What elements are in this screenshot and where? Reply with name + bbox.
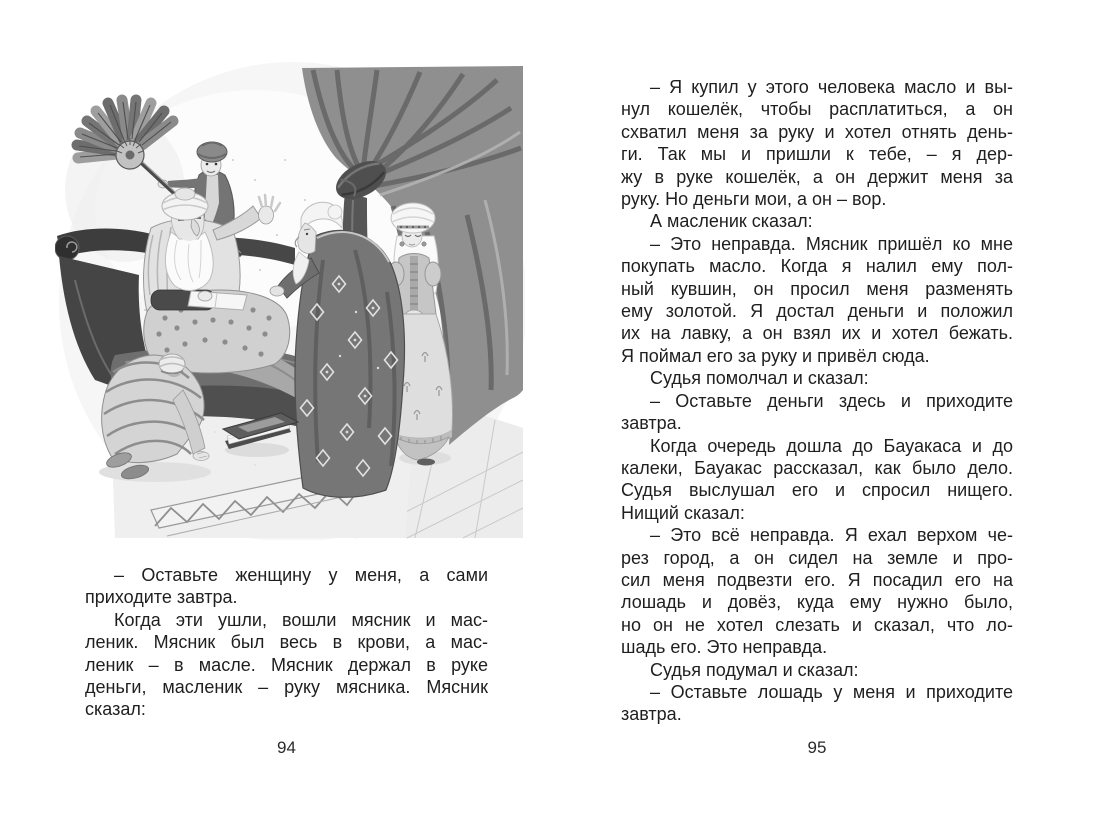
page-number-left: 94 [277,738,296,757]
text-line: Судья выслушал его и спросил нищего. [621,480,1013,501]
text-line: приходите завтра. [85,587,238,608]
text-line: рез город, а он сидел на земле и про- [621,547,1013,568]
text-line: Когда эти ушли, вошли мясник и мас- [114,609,488,630]
text-line: Нищий сказал: [621,502,745,523]
text-line: леник. Мясник был весь в крови, а мас- [85,632,488,653]
text-line: сказал: [85,699,146,720]
story-illustration [55,60,525,540]
text-line: но он не хотел слезать и сказал, что ло- [621,614,1013,635]
text-line: ный кувшин, он просил меня разменять [621,278,1013,299]
text-line: Судья помолчал и сказал: [650,368,869,389]
text-line: ги. Так мы и пришли к тебе, – я дер- [621,144,1013,165]
text-line: – Оставьте деньги здесь и приходите [650,390,1013,411]
text-line: руку. Но деньги мои, а он – вор. [621,189,887,210]
text-line: – Оставьте лошадь у меня и приходите [650,681,1013,702]
text-line: Когда очередь дошла до Бауакаса и до [650,435,1013,456]
text-line: А масленик сказал: [650,211,813,232]
text-line: завтра. [621,704,682,725]
text-line: – Это неправда. Мясник пришёл ко мне [650,233,1013,254]
text-line: нул кошелёк, чтобы расплатиться, а он [621,99,1013,120]
page-number-right: 95 [807,738,827,757]
page-right-text [621,76,1013,726]
text-line: завтра. [621,413,682,434]
text-line: ему золотой. Я достал деньги и положил [621,301,1013,322]
text-line: Я поймал его за руку и привёл сюда. [621,345,930,366]
text-line: схватил меня за руку и хотел отнять день- [621,121,1013,142]
text-line: покупать масло. Когда я налил ему пол- [621,256,1013,277]
text-line: – Оставьте женщину у меня, а сами [114,565,488,585]
text-line: – Я купил у этого человека масло и вы- [650,77,1013,97]
text-line: лошадь и довёз, куда ему нужно было, [621,592,1013,613]
text-line: калеки, Бауакас рассказал, как было дело. [621,457,1013,478]
text-line: шадь его. Это неправда. [621,637,828,658]
text-line: их на лавку, а он взял их и хотел бежать. [621,323,1013,344]
text-line: деньги, масленик – руку мясника. Мясник [85,677,488,698]
text-line: Судья подумал и сказал: [650,659,859,680]
text-line: леник – в масле. Мясник держал в руке [85,654,488,675]
page-left-text [85,564,488,721]
text-line: сил меня подвезти его. Я посадил его на [621,569,1013,590]
text-line: – Это всё неправда. Я ехал верхом че- [650,525,1013,546]
text-line: жу в руке кошелёк, а он держит меня за [621,166,1013,187]
